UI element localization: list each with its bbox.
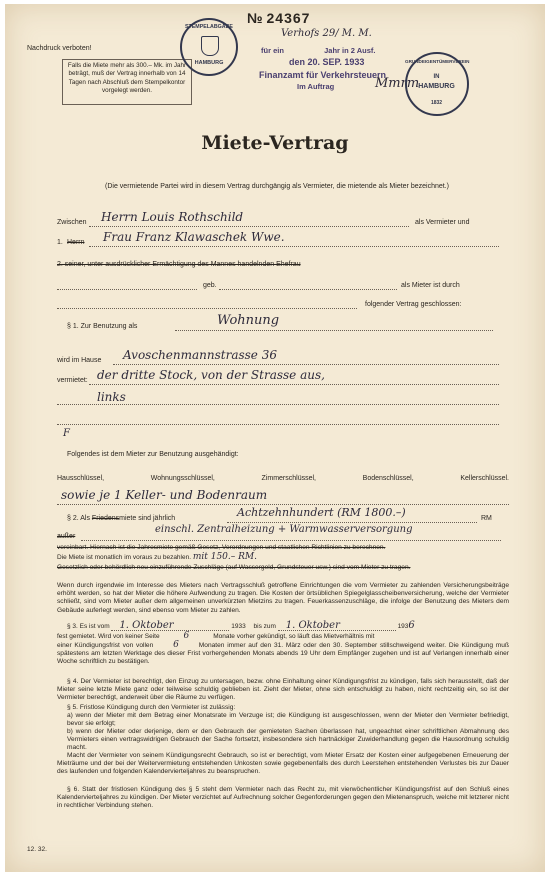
s2-line2: vereinbart. Hiernach ist die Jahresmiete gemäß Gesetz, Verordnungen und staatlichen Richtlinien zu berechnen. [57, 544, 386, 551]
s5-c: Macht der Vermieter von seinem Kündigungsrecht Gebrauch, so ist er berechtigt, vom Mieter Ersatz der Kosten einer aufgegebenen Erneuerung der Mieträume und der bei der Weitervermietung entstehenden Unkosten sowie gegebenenfalls des durch Leerstehen entstehenden Verlustes bis zur Dauer des laufenden und folgenden Kalendervierteljahres zu beanspruchen. [57, 752, 509, 776]
stamp-grundeigentuemer: GRUNDEIGENTÜMERVEREIN IN HAMBURG 1832 [405, 52, 469, 116]
im-hause-label: wird im Hause [57, 357, 102, 364]
rm-label: RM [481, 515, 492, 522]
s2-line3: Die Miete ist monatlich im voraus zu bezahlen. mit 150.– RM. [57, 552, 257, 562]
key-apartment: Wohnungsschlüssel, [150, 475, 215, 482]
s2-label: § 2. Als Friedensmiete sind jährlich [67, 515, 176, 522]
vermietet-label: vermietet: [57, 377, 88, 384]
rented-description-1: der dritte Stock, von der Strasse aus, [97, 368, 325, 382]
s5-b: b) wenn der Mieter oder derjenige, dem er den Gebrauch der gemieteten Sachen überlassen hat, ungeachtet einer schriftlichen Abmahnung des Vermieters einen vertragswidrigen Gebrauch der Sache fortsetzt, insbesondere sich hartnäckiger Zuwiderhandlung gegen die Hausordnung schuldig macht. [67, 728, 509, 752]
s5-title: § 5. Fristlose Kündigung durch den Vermieter ist zulässig: [67, 704, 236, 711]
folgender-vertrag: folgender Vertrag geschlossen: [365, 301, 462, 308]
s3-line2: fest gemietet. Wird von keiner Seite 6 Monate vorher gekündigt, so läuft das Mietverhältnis mit [57, 631, 375, 641]
rent-amount: Achtzehnhundert (RM 1800.–) [237, 506, 406, 519]
keys-extra: sowie je 1 Keller- und Bodenraum [61, 488, 268, 502]
party-1-number: 1. [57, 239, 63, 246]
document-page [5, 4, 545, 872]
form-number: 12. 32. [27, 846, 47, 853]
geb-label: geb. [203, 282, 217, 289]
crest-icon [201, 36, 219, 56]
s1-usage: Wohnung [217, 313, 280, 328]
s5-a: a) wenn der Mieter mit dem Betrag einer Monatsrate im Verzuge ist; die Kündigung ist ausgeschlossen, wenn der Mieter den Vermieter befriedigt, bevor sie erfolgt; [67, 712, 509, 728]
s6-body: § 6. Statt der fristlosen Kündigung des § 5 steht dem Vermieter nach das Recht zu, mit vierwöchentlicher Kündigungsfrist auf den Schluß eines Kalendervierteljahres zu kündigen. Der Mieter verzichtet auf Aufrechnung solcher Gegenforderungen gegen den Mietenanspruch, welche mit letzterer nicht in rechtlicher Verbindung stehen. [57, 786, 509, 810]
key-attic: Bodenschlüssel, [362, 475, 414, 482]
s2-line4: Gesetzlich oder behördlich neu einzuführende Zuschläge (auf Wassergeld, Grundsteuer usw.) sind vom Mieter zu tragen. [57, 564, 411, 571]
stamp-duty-note: Falls die Miete mehr als 300.– Mk. im Jahr beträgt, muß der Vertrag innerhalb von 14 Tagen nach Abschluß dem Stempelkontor vorgelegt werden. [62, 59, 192, 105]
key-room: Zimmerschlüssel, [261, 475, 316, 482]
s3-line1: § 3. Es ist vom 1. Oktober 1933 bis zum 1. Oktober 1936 [67, 620, 415, 631]
vermieter-label: als Vermieter und [415, 219, 470, 226]
key-list [57, 474, 509, 483]
intro-text: (Die vermietende Partei wird in diesem Vertrag durchgängig als Vermieter, die mietende als Mieter bezeichnet.) [105, 183, 449, 190]
handwritten-signature: Mmrm [375, 76, 420, 91]
ehefrau-struck: 2. seiner, unter ausdrücklicher Ermächtigung des Mannes handelnden Ehefrau [57, 261, 301, 268]
vermieter-name: Herrn Louis Rothschild [101, 210, 244, 224]
ausser-struck: außer [57, 533, 76, 540]
finanzamt-auftrag: Im Auftrag [297, 82, 335, 91]
zwischen-label: Zwischen [57, 219, 87, 226]
finanzamt-office: Finanzamt für Verkehrsteuern [259, 70, 387, 80]
rented-description-2: links [97, 390, 126, 404]
s2-line5: Wenn durch irgendwie im Interesse des Mieters nach Vertragsschluß getroffene Einrichtungen die vom Vermieter zu zahlenden Versicherungsbeiträge erhöht werden, so hat der Mieter die höhere Aufwendung zu tragen. Die Kosten der örtsüblichen Spiegelglasscheibenversicherung, welche der Vermieter schließt, sind vom Mieter außer dem allgemeinen unverkürzten Mietzins zu tragen. Feuerkassenzuschläge, die infolge der Benutzung des Mieters dem Gebäude auferlegt werden, sind ebenso vom Mieter zu zahlen. [57, 582, 509, 614]
nachdruck-notice: Nachdruck verboten! [27, 45, 92, 52]
document-number: № 24367 [247, 10, 311, 26]
margin-mark: F [63, 428, 70, 439]
key-house: Hausschlüssel, [57, 475, 105, 482]
s3-body: einer Kündigungsfrist von vollen 6 Monaten immer auf den 31. März oder den 30. September stillschweigend weiter. Die Kündigung muß spätestens am letzten Werktage des dieser Frist vorhergehenden Monats abends 19 Uhr dem Empfänger zugehen und ist auf Verlangen innerhalb einer Woche schriftlich zu bestätigen. [57, 640, 509, 666]
mieter-name: Frau Franz Klawaschek Wwe. [103, 230, 285, 244]
house-address: Avoschenmannstrasse 36 [123, 348, 277, 362]
schluessel-label: Folgendes ist dem Mieter zur Benutzung ausgehändigt: [67, 451, 239, 458]
finanzamt-date: den 20. SEP. 1933 [289, 57, 365, 67]
finanzamt-line1: für ein Jahr in 2 Ausf. [261, 46, 376, 55]
s4-body: § 4. Der Vermieter ist berechtigt, den Einzug zu untersagen, bezw. ohne Einhaltung einer Kündigungsfrist zu kündigen, falls sich herausstellt, daß der Mieter seine letzte Miete ganz oder teilweise schuldig geblieben ist. Zieht der Mieter, ohne sich entschuldigt zu haben, nicht rechtzeitig ein, so ist der Vermieter berechtigt, anderweit über die Räume zu verfügen. [57, 678, 509, 702]
heating-note: einschl. Zentralheizung + Warmwasserversorgung [155, 524, 413, 535]
mieter-label: als Mieter ist durch [401, 282, 460, 289]
stamp-abgabe: STEMPELABGABE HAMBURG [180, 18, 238, 76]
key-cellar: Kellerschlüssel. [460, 475, 509, 482]
herrn-struck: Herrn [67, 239, 85, 246]
document-title: Miete-Vertrag [201, 132, 349, 154]
s1-label: § 1. Zur Benutzung als [67, 323, 138, 330]
handwritten-header-note: Verhofs 29/ M. M. [281, 28, 372, 39]
